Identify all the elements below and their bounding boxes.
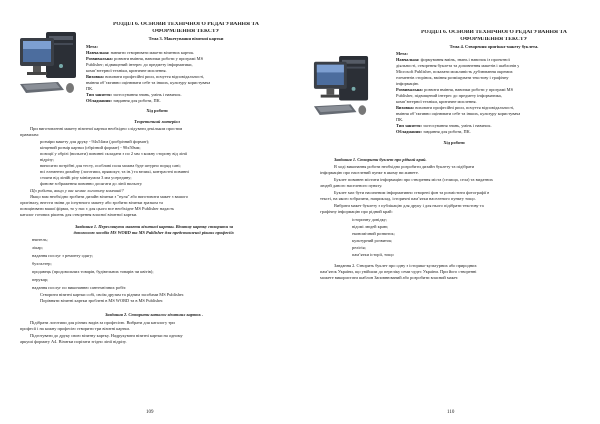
task1-line: тексті, на якого зобразити, наприклад, історичні пам’ятки населеного пункту тощо.: [320, 197, 476, 201]
rule-item: • кінцевий розмір картки (обрізний формат) - 90х50мм;: [40, 146, 141, 151]
meta-line: діяльності, створення буклета та доповнення макетів і шаблонів у: [396, 64, 520, 68]
intro-line: При виготовленні макету візитної картки необхідно слідувати декільком простим: [30, 127, 183, 131]
meta-line: Обладнання: завдання для роботи, ПК.: [396, 130, 471, 134]
chapter-heading-line-1: РОЗДІЛ 6. ОСНОВИ ТЕХНІЧНОГО РЕДАГУВАННЯ ТА: [113, 22, 259, 27]
task1-line: графічну інформацію про рідний край:: [320, 210, 393, 214]
after-line: Створити візитні картки собі, своїм друзям та рідним засобами MS Publisher.: [40, 293, 185, 297]
rule-item-continued: відрізу;: [40, 158, 54, 162]
task1-line: Буклет має бути насиченим інформативно створені фон та розмістити фотографії в: [334, 191, 490, 195]
topic-bullet: • культурний розвиток;: [352, 239, 392, 244]
question-text: Що робити, якщо у вас немає логотипу компанії?: [30, 189, 124, 193]
meta-line: Обладнання: завдання для роботи, ПК.: [86, 99, 161, 103]
topic-bullet: • релігія;: [352, 246, 366, 251]
topic-bullet: • пам’ятки історії, тощо: [352, 253, 394, 258]
rule-item-continued: стояти від лінійі різу мінімумом 3 мм усередину;: [40, 176, 132, 180]
computer-illustration: [18, 26, 78, 103]
meta-line: Розвивальна: розвити вміння, навички роботи у програмі MS: [86, 57, 204, 61]
profession-item: – вчитель;: [32, 238, 48, 243]
meta-line: Publisher, підвищений інтерес до предмету інформатика,: [396, 94, 502, 98]
answer-line: Якщо вам необхідно зробити дизайн візитки з "нуля" або виготовити макет з вашого: [30, 195, 189, 199]
intro-line: правилам:: [20, 133, 40, 137]
meta-line: Виховна: виховати професійні риси, почуття відповідальності,: [86, 75, 205, 79]
page-number: 110: [447, 410, 455, 415]
page-right: [306, 0, 596, 424]
profession-item: – продавець (продовольчих товарів, будівельних товарів чи квітів);: [32, 270, 154, 275]
page-left: [6, 0, 296, 424]
topic-bullet: • відомі людей краю;: [352, 225, 388, 230]
meta-line: ПК.: [396, 118, 404, 122]
task1-heading: Завдання 1. Створити буклет про рідний край.: [334, 158, 427, 162]
profession-item: – перукар;: [32, 278, 48, 283]
task2-line: можете використати шаблон Заповнюваний або розробити власний макет.: [320, 276, 459, 280]
course-of-work-heading: Хід роботи: [443, 141, 465, 145]
meta-line: Навчальна: навчити створювати макети візитних карток.: [86, 51, 195, 55]
computer-illustration: [312, 50, 370, 125]
task1-line: В ході виконання роботи необхідно розробити дизайн буклету та підібрати: [334, 165, 475, 169]
meta-line: Навчальна: формування вмінь, знань і навичок із проектної: [396, 58, 510, 62]
task1-line: Буклет повинен містити інформацію про створення міста (селища, села) та видатних: [334, 178, 493, 182]
after-line: Порівняти візитні картки зроблені в MS WORD та в MS Publisher.: [40, 299, 164, 303]
profession-item: – бухгалтер;: [32, 262, 52, 267]
rule-item: • позиції у обрізі (вильоти) повинні складати з по 2 мм з кожну сторону від лінії: [40, 152, 187, 157]
meta-line: комп’ютерної техніки, критичне мислення.: [396, 100, 477, 104]
task1-line: інформацію про населений пункт в якому ви живете.: [320, 171, 419, 175]
task2-line: Підготувати до друку свою візитну картку. Надрукувати візитні картки на одному: [30, 334, 183, 338]
task1-line: людей даного населеного пункту.: [320, 184, 383, 188]
meta-line: інформацію.: [396, 82, 420, 86]
rule-item: • фонове зображення повинно досягати до лінії вильоту.: [40, 182, 142, 187]
course-of-work-heading: Хід роботи: [146, 109, 168, 113]
meta-line: Microsoft Publisher, показати можливість дублювання окремих: [396, 70, 513, 74]
meta-line: Виховна: виховати професійні риси, почуття відповідальності,: [396, 106, 515, 110]
topic-bullet: • історичну довідку;: [352, 218, 387, 223]
rule-item: • розміри макету для друку - 94х54мм (дообрізний формат);: [40, 140, 149, 145]
task2-line: аркуші формату А4. Візитки порізати згідно лінії відрізу.: [20, 340, 127, 344]
topic-title: Тема 4. Створення оригінал-макету буклета.: [449, 45, 539, 49]
meta-line: вміння об’єктивно оцінювати себе та інших, культуру користувача: [86, 81, 211, 85]
topic-title: Тема 3. Макетування візитної картки: [148, 37, 224, 41]
profession-item: – надання послуг по виконанню сантехнічних робіт.: [32, 286, 126, 291]
goal-label: Мета:: [396, 52, 408, 56]
task1-heading: допомогою засобів MS WORD та MS Publisher для представленої рівних професій:: [73, 231, 235, 235]
profession-item: – лікар;: [32, 246, 43, 251]
rule-item: • виносити потрібні для тесту, особливі поля можна буде штурно поряд сані;: [40, 164, 181, 169]
task2-line: професії і на кожну професію створити три візитні картки.: [20, 327, 130, 331]
meta-line: вміння об’єктивно оцінювати себе та інших, культуру користувача: [396, 112, 521, 116]
task1-line: Вибрати макет буклету з публікацію для друку і для нього підібрати текстову та: [334, 204, 484, 208]
profession-item: – надання послуг з ремонту одягу;: [32, 254, 93, 259]
meta-line: Тип заняття: застосування знань, умінь і навичок.: [86, 93, 182, 97]
task1-heading: Завдання 1. Переглянути макети візитної картки. Візитну картку створити за: [74, 225, 234, 229]
chapter-heading-line-2: ОФОРМЛЕННЯ ТЕКСТУ: [460, 37, 528, 42]
task2-line: Підібрати логотипи для різних видів за професією. Вибрати для каталогу три: [30, 321, 175, 325]
theory-heading: Теоретичний матеріал: [134, 120, 180, 124]
meta-line: Тип заняття: застосування знань, умінь і навичок.: [396, 124, 492, 128]
meta-line: Publisher; підвищений інтерес до предмету інформатики,: [86, 63, 193, 67]
goal-label: Мета:: [86, 45, 98, 49]
chapter-heading-line-1: РОЗДІЛ 6. ОСНОВИ ТЕХНІЧНОГО РЕДАГУВАННЯ ТА: [421, 30, 567, 35]
answer-line: оригіналу, внести зміни до існуючого макету або зробити візитки зразком та: [20, 201, 163, 205]
task2-line: пам’яток України, що увійшли до переліку семи чудес України. При його створенні: [320, 270, 477, 274]
answer-line: позиціювати вашої фірми, то у нас є для цього все необхідне MS Publisher надасть: [20, 207, 175, 211]
meta-line: ПК.: [86, 87, 94, 91]
topic-bullet: • економічний розвиток;: [352, 232, 395, 237]
meta-line: Розвивальна: розвити вміння, навички роботи у програмі MS: [396, 88, 514, 92]
meta-line: комп’ютерної техніки, критичне мислення.: [86, 69, 167, 73]
task2-heading: Завдання 2. Створити каталог візитних карток .: [105, 313, 203, 317]
answer-line: каталог готових рішень для створення власної візитної картки.: [20, 213, 138, 217]
task2-line: Завдання 2. Створить буклет про одну з історико-культурних або природних: [334, 264, 477, 268]
rule-item: • всі елементи дизайну (логотипи, прямокут, та ін.) та великі, контрастні повинні: [40, 170, 189, 175]
page-number: 109: [146, 410, 154, 415]
meta-line: елементів сторінок, вміння розміщувати текстову і графічну: [396, 76, 509, 80]
chapter-heading-line-2: ОФОРМЛЕННЯ ТЕКСТУ: [152, 29, 220, 34]
